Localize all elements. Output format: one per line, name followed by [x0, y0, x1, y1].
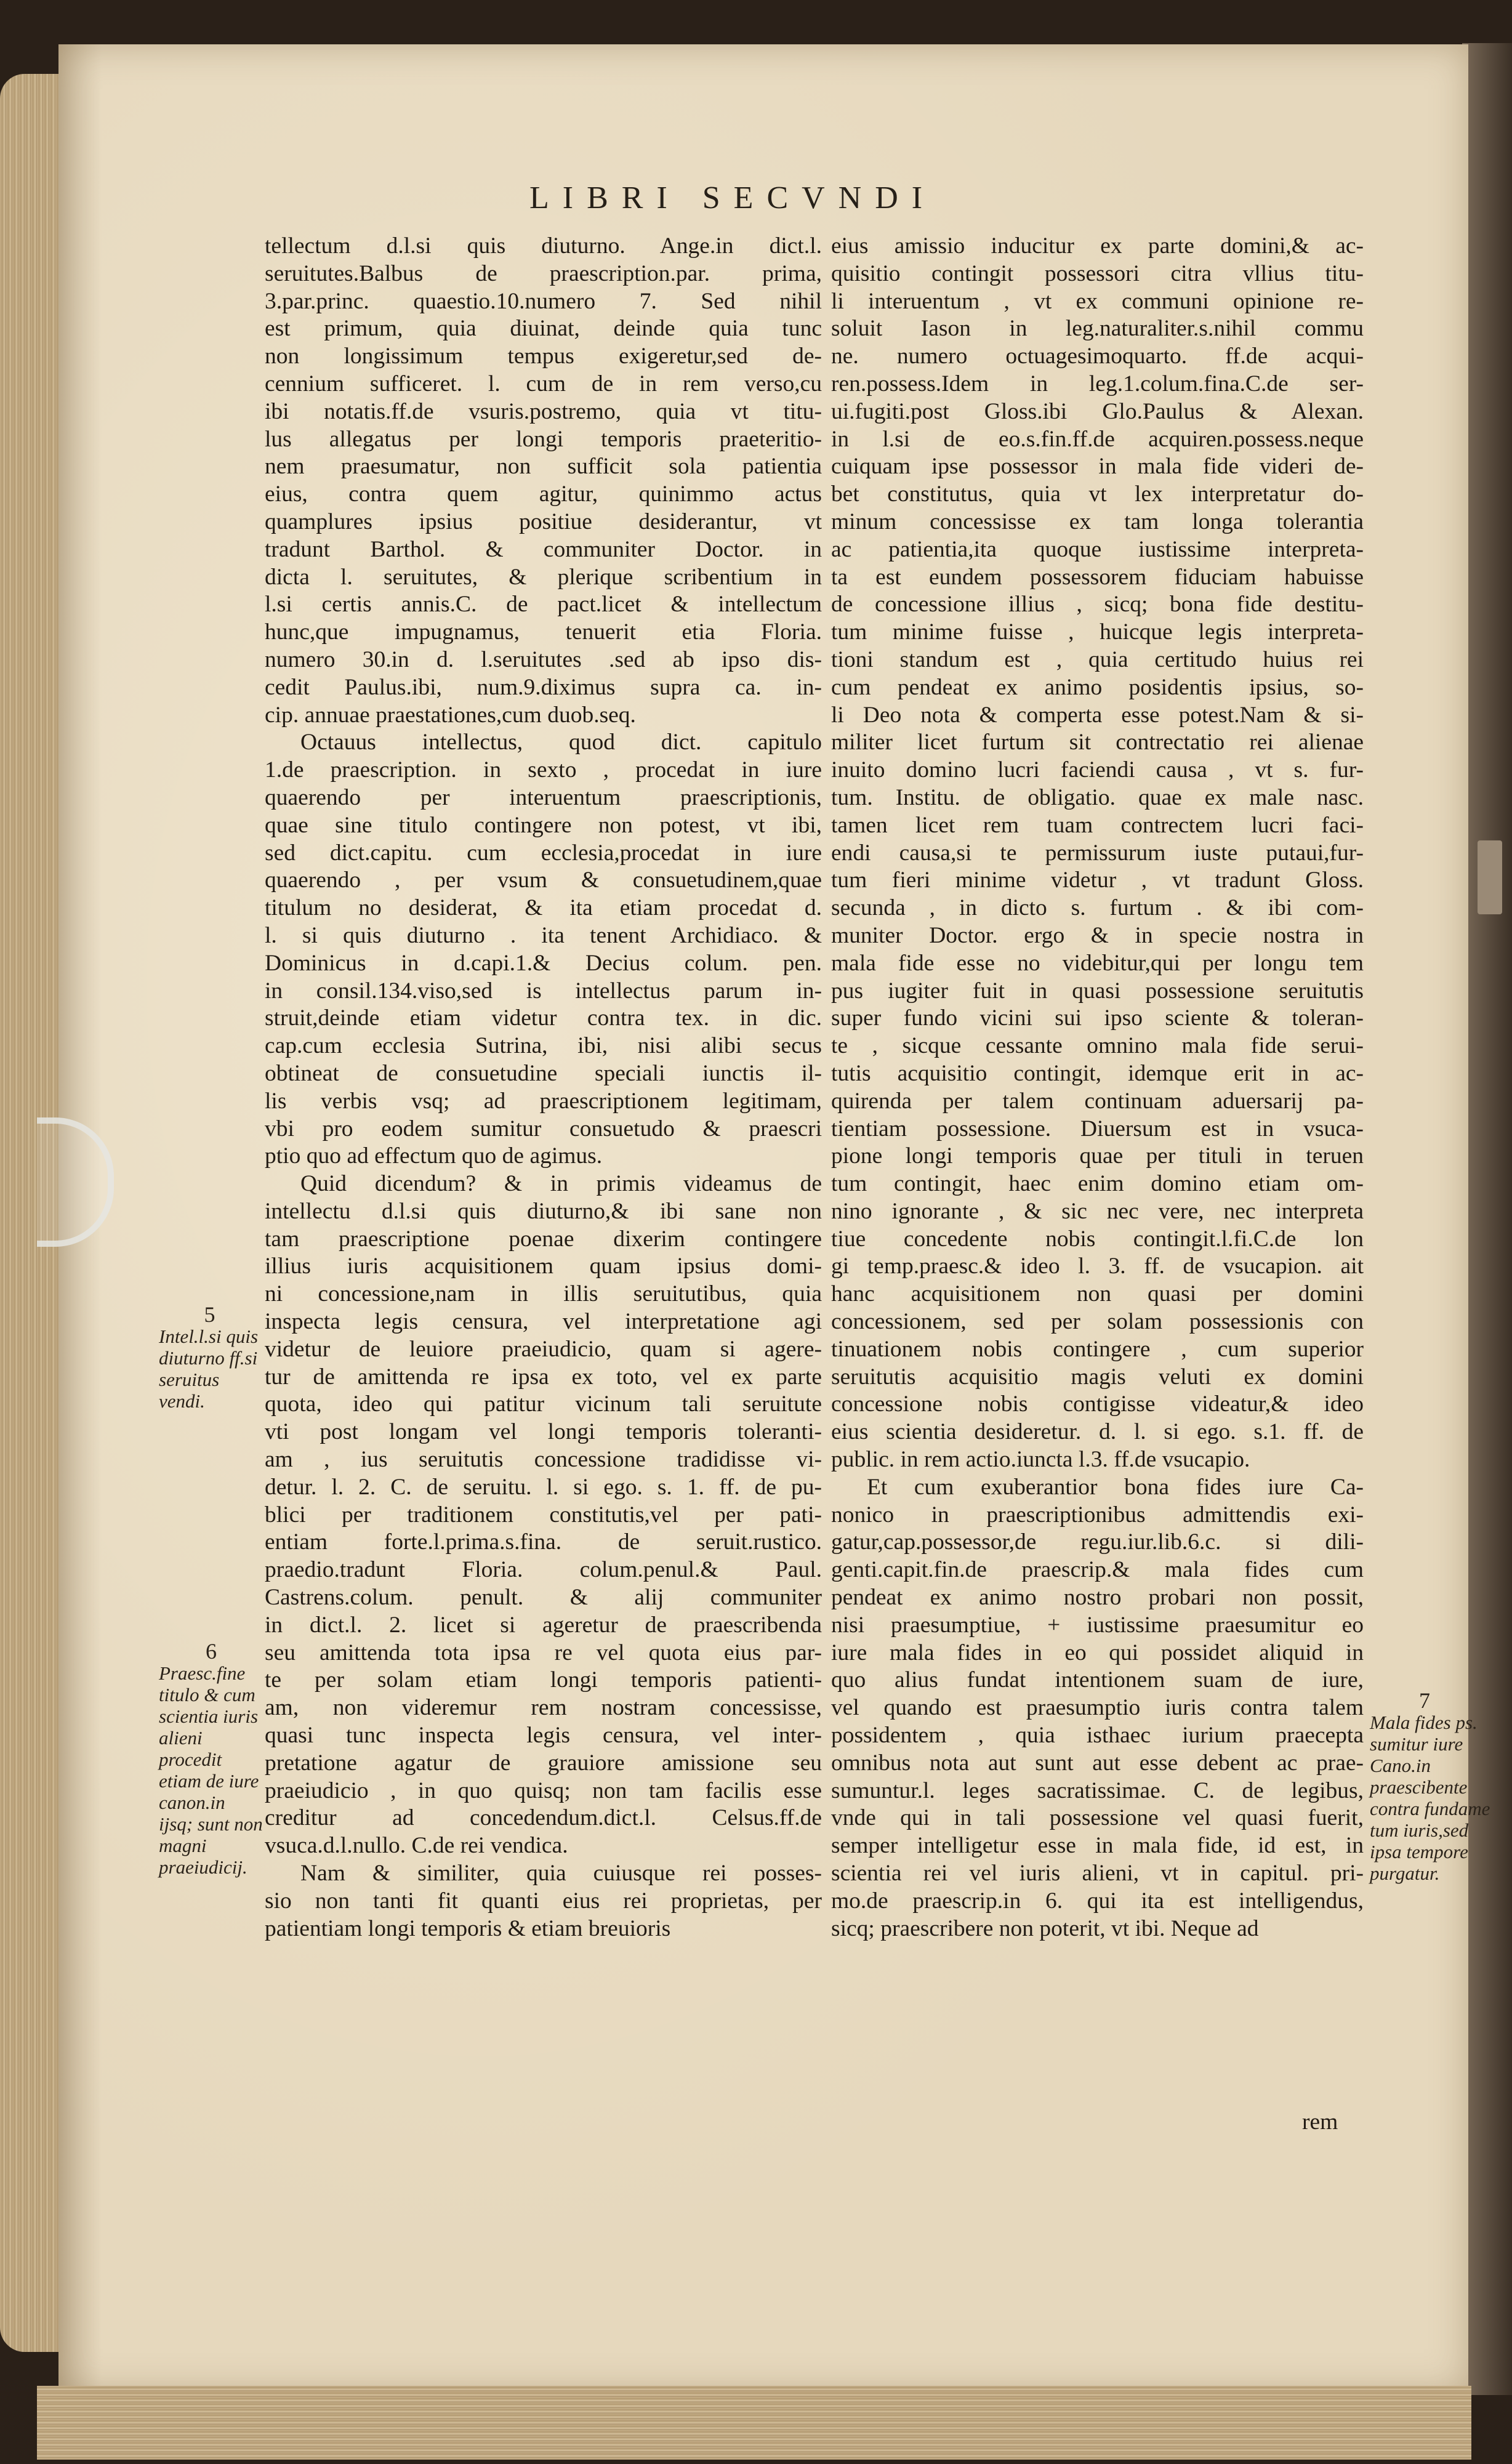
text-line: li interuentum , vt ex communi opinione re-	[831, 288, 1364, 314]
text-line: ptio quo ad effectum quo de agimus.	[265, 1143, 603, 1169]
text-line: Quid dicendum? & in primis videamus de	[300, 1171, 822, 1197]
text-line: quaerendo per interuentum praescriptionis,	[265, 784, 822, 810]
text-line: seruitutis acquisitio magis veluti ex domini	[831, 1364, 1364, 1390]
text-line: tiue concedente nobis contingit.l.fi.C.de lon	[831, 1226, 1364, 1252]
margin-note-number: 6	[206, 1639, 217, 1664]
book-spine-shadow	[1462, 43, 1512, 2395]
text-line: militer licet furtum sit contrectatio rei alienae	[831, 730, 1364, 755]
text-line: am, non videremur rem nostram concessisse,	[265, 1695, 822, 1721]
text-line: illius iuris acquisitionem quam ipsius domi-	[265, 1254, 822, 1279]
text-line: te , sicque cessante omnino mala fide serui-	[831, 1033, 1364, 1059]
running-header: LIBRI SECVNDI	[529, 180, 936, 215]
text-line: ui.fugiti.post Gloss.ibi Glo.Paulus & Alexan.	[831, 398, 1364, 424]
text-line: quamplures ipsius positiue desiderantur, vt	[265, 509, 822, 534]
right-text-column	[831, 233, 1364, 1943]
text-line: seu amittenda tota ipsa re vel quota eius par-	[265, 1640, 822, 1665]
text-line: quae sine titulo contingere non potest, vt ibi,	[265, 812, 822, 838]
text-line: nisi praesumptiue, + iustissime praesumitur eo	[831, 1612, 1364, 1638]
text-line: in consil.134.viso,sed is intellectus parum in-	[265, 978, 822, 1004]
text-line: tamen licet rem tuam contrectem lucri faci-	[831, 812, 1364, 838]
text-line: cum pendeat ex animo posidentis ipsius, so-	[831, 674, 1364, 700]
text-line: intellectu d.l.si quis diuturno,& ibi sane non	[265, 1198, 822, 1224]
text-line: cuiquam ipse possessor in mala fide videri de-	[831, 454, 1364, 480]
text-line: tur de amittenda re ipsa ex toto, vel ex parte	[265, 1364, 822, 1390]
text-line: tradunt Barthol. & communiter Doctor. in	[265, 536, 822, 562]
text-line: eius scientia desideretur. d. l. si ego. s.1. ff. de	[831, 1419, 1364, 1445]
text-line: quo alius fundat intentionem suam de iure,	[831, 1667, 1364, 1693]
text-line: concessionem, sed per solam possessionis con	[831, 1309, 1364, 1335]
text-line: pendeat ex animo nostro probari non possit,	[831, 1585, 1364, 1611]
text-line: concessione nobis contigisse videatur,& ideo	[831, 1391, 1364, 1417]
text-line: tinuationem nobis contingere , cum superior	[831, 1336, 1364, 1362]
text-line: public. in rem actio.iuncta l.3. ff.de vsucapio.	[831, 1447, 1250, 1473]
text-line: vbi pro eodem sumitur consuetudo & praescri	[265, 1116, 822, 1141]
text-line: super fundo vicini sui ipso sciente & toleran-	[831, 1005, 1364, 1031]
text-line: Nam & similiter, quia cuiusque rei posses-	[300, 1861, 822, 1886]
text-line: li Deo nota & comperta esse potest.Nam & si-	[831, 702, 1364, 728]
text-line: minum concessisse ex tam longa tolerantia	[831, 509, 1364, 534]
text-line: blici per traditionem constitutis,vel per pati-	[265, 1502, 822, 1528]
text-line: inspecta legis censura, vel interpretatione agi	[265, 1309, 822, 1335]
margin-note-number: 7	[1419, 1688, 1430, 1713]
text-line: praeiudicio , in quo quisq; non tam facilis esse	[265, 1778, 822, 1803]
text-line: vsuca.d.l.nullo. C.de rei vendica.	[265, 1833, 568, 1859]
text-line: am , ius seruitutis concessione tradidisse vi-	[265, 1447, 822, 1473]
text-line: gatur,cap.possessor,de regu.iur.lib.6.c. si dili-	[831, 1529, 1364, 1555]
margin-note-6	[159, 1641, 263, 1878]
text-line: mala fide esse no videbitur,qui per longu tem	[831, 950, 1364, 976]
text-line: eius amissio inducitur ex parte domini,& ac-	[831, 233, 1364, 259]
text-line: ibi notatis.ff.de vsuris.postremo, quia vt titu-	[265, 398, 822, 424]
text-line: tum minime fuisse , huicque legis interpreta-	[831, 619, 1364, 645]
text-line: creditur ad concedendum.dict.l. Celsus.ff.de	[265, 1805, 822, 1831]
text-line: hunc,que impugnamus, tenuerit etia Floria.	[265, 619, 822, 645]
text-line: de concessione illius , sicq; bona fide destitu-	[831, 592, 1364, 618]
text-line: lis verbis vsq; ad praescriptionem legitimam,	[265, 1088, 822, 1114]
text-line: praedio.tradunt Floria. colum.penul.& Paul.	[265, 1557, 822, 1583]
text-line: muniter Doctor. ergo & in specie nostra in	[831, 922, 1364, 948]
text-line: cip. annuae praestationes,cum duob.seq.	[265, 702, 636, 728]
text-line: tioni standum est , quia certitudo huius rei	[831, 646, 1364, 672]
page-tab	[1478, 840, 1502, 914]
text-line: cedit Paulus.ibi, num.9.diximus supra ca. in-	[265, 674, 822, 700]
text-line: sed dict.capitu. cum ecclesia,procedat in iure	[265, 840, 822, 866]
text-line: lus allegatus per longi temporis praeteritio-	[265, 426, 822, 452]
text-line: in l.si de eo.s.fin.ff.de acquiren.possess.neque	[831, 426, 1364, 452]
text-line: ren.possess.Idem in leg.1.colum.fina.C.de ser-	[831, 371, 1364, 397]
margin-note-text: Praesc.fine titulo & cum scientia iuris alieni procedit etiam de iure canon.in ijsq; sunt non magni praeiudicij.	[159, 1662, 263, 1878]
text-line: Castrens.colum. penult. & alij communiter	[265, 1585, 822, 1611]
text-line: in dict.l. 2. licet si ageretur de praescribenda	[265, 1612, 822, 1638]
text-line: cennium sufficeret. l. cum de in rem verso,cu	[265, 371, 822, 397]
text-line: hanc acquisitionem non quasi per domini	[831, 1281, 1364, 1307]
text-line: tum fieri minime videtur , vt tradunt Gloss.	[831, 868, 1364, 893]
text-line: tellectum d.l.si quis diuturno. Ange.in dict.l.	[265, 233, 822, 259]
text-line: ne. numero octuagesimoquarto. ff.de acqui-	[831, 344, 1364, 369]
text-line: eius, contra quem agitur, quinimmo actus	[265, 481, 822, 507]
text-line: detur. l. 2. C. de seruitu. l. si ego. s. 1. ff. de pu-	[265, 1474, 822, 1500]
text-line: quirenda per talem continuam aduersarij pa-	[831, 1088, 1364, 1114]
text-line: nem praesumatur, non sufficit sola patientia	[265, 454, 822, 480]
text-line: omnibus nota aut sunt aut esse debent ac prae-	[831, 1750, 1364, 1776]
text-line: obtineat de consuetudine speciali iunctis il-	[265, 1060, 822, 1086]
text-line: dicta l. seruitutes, & plerique scribentium in	[265, 564, 822, 590]
text-line: Et cum exuberantior bona fides iure Ca-	[867, 1474, 1364, 1500]
text-line: quota, ideo qui patitur vicinum tali seruitute	[265, 1391, 822, 1417]
margin-note-5	[159, 1304, 260, 1412]
text-line: endi causa,si te permissurum iuste putaui,fur-	[831, 840, 1364, 866]
text-line: te per solam etiam longi temporis patienti-	[265, 1667, 822, 1693]
text-line: pretatione agatur de grauiore amissione seu	[265, 1750, 822, 1776]
text-line: sumuntur.l. leges sacratissimae. C. de legibus,	[831, 1778, 1364, 1803]
margin-note-number: 5	[204, 1302, 215, 1327]
text-line: tientiam possessione. Diuersum est in vsuca-	[831, 1116, 1364, 1141]
text-line: quisitio contingit possessori citra vllius titu-	[831, 260, 1364, 286]
text-line: pione longi temporis quae per tituli in teruen	[831, 1143, 1364, 1169]
text-line: sicq; praescribere non poterit, vt ibi. Neque ad	[831, 1915, 1259, 1941]
margin-note-7	[1370, 1690, 1493, 1884]
text-line: 3.par.princ. quaestio.10.numero 7. Sed nihil	[265, 288, 822, 314]
text-line: quasi tunc inspecta legis censura, vel inter-	[265, 1723, 822, 1749]
text-line: seruitutes.Balbus de praescription.par. prima,	[265, 260, 822, 286]
text-line: ni concessione,nam in illis seruitutibus, quia	[265, 1281, 822, 1307]
text-line: pus iugiter fuit in quasi possessione seruitutis	[831, 978, 1364, 1004]
text-line: bet constitutus, quia vt lex interpretatur do-	[831, 481, 1364, 507]
text-line: sio non tanti fit quanti eius rei proprietas, per	[265, 1888, 822, 1914]
text-line: vti post longam vel longi temporis toleranti-	[265, 1419, 822, 1445]
text-line: tum contingit, haec enim domino etiam om-	[831, 1171, 1364, 1197]
text-line: nonico in praescriptionibus admittendis exi-	[831, 1502, 1364, 1528]
text-line: non longissimum tempus exigeretur,sed de-	[265, 344, 822, 369]
text-line: tutis acquisitio contingit, idemque erit in ac-	[831, 1060, 1364, 1086]
text-line: titulum no desiderat, & ita etiam procedat d.	[265, 895, 822, 921]
text-line: 1.de praescription. in sexto , procedat in iure	[265, 757, 822, 783]
text-line: secunda , in dicto s. furtum . & ibi com-	[831, 895, 1364, 921]
text-line: est primum, quia diuinat, deinde quia tunc	[265, 316, 822, 342]
text-line: ta est eundem possessorem fiduciam habuisse	[831, 564, 1364, 590]
text-line: iure mala fides in eo qui possidet aliquid in	[831, 1640, 1364, 1665]
text-line: Octauus intellectus, quod dict. capitulo	[300, 730, 822, 755]
text-line: struit,deinde etiam videtur contra tex. in dic.	[265, 1005, 822, 1031]
text-line: vel quando est praesumptio iuris contra talem	[831, 1695, 1364, 1721]
book-fore-edge-bottom	[37, 2386, 1471, 2460]
text-line: numero 30.in d. l.seruitutes .sed ab ipso dis-	[265, 646, 822, 672]
text-line: quaerendo , per vsum & consuetudinem,quae	[265, 868, 822, 893]
text-line: patientiam longi temporis & etiam breuioris	[265, 1915, 671, 1941]
text-line: scientia rei vel iuris alieni, vt in capitul. pri-	[831, 1861, 1364, 1886]
text-line: soluit Iason in leg.naturaliter.s.nihil commu	[831, 316, 1364, 342]
text-line: ac patientia,ita quoque iustissime interpreta-	[831, 536, 1364, 562]
text-line: videtur de leuiore praeiudicio, quam si agere-	[265, 1336, 822, 1362]
margin-note-text: Intel.l.si quis diuturno ff.si seruitus vendi.	[159, 1326, 259, 1412]
text-line: inuito domino lucri faciendi causa , vt s. fur-	[831, 757, 1364, 783]
text-line: tam praescriptione poenae dixerim contingere	[265, 1226, 822, 1252]
text-line: genti.capit.fin.de praescrip.& mala fides cum	[831, 1557, 1364, 1583]
left-text-column	[265, 233, 822, 1943]
text-line: l.si certis annis.C. de pact.licet & intellectum	[265, 592, 822, 618]
text-line: nino ignorante , & sic nec vere, nec interpreta	[831, 1198, 1364, 1224]
text-line: vnde qui in tali possessione vel quasi fuerit,	[831, 1805, 1364, 1831]
text-line: Dominicus in d.capi.1.& Decius colum. pen.	[265, 950, 822, 976]
text-line: tum. Institu. de obligatio. quae ex male nasc.	[831, 784, 1364, 810]
text-line: entiam forte.l.prima.s.fina. de seruit.rustico.	[265, 1529, 822, 1555]
margin-note-text: Mala fides ps. sumitur iure Cano.in praescibente contra fundame tum iuris,sed ipsa tempore purgatur.	[1370, 1712, 1490, 1884]
text-line: possidentem , quia isthaec iurium praecepta	[831, 1723, 1364, 1749]
text-line: cap.cum ecclesia Sutrina, ibi, nisi alibi secus	[265, 1033, 822, 1059]
text-line: mo.de praescrip.in 6. qui ita est intelligendus,	[831, 1888, 1364, 1914]
text-line: gi temp.praesc.& ideo l. 3. ff. de vsucapion. ait	[831, 1254, 1364, 1279]
text-line: l. si quis diuturno . ita tenent Archidiaco. &	[265, 922, 822, 948]
text-line: semper intelligetur esse in mala fide, id est, in	[831, 1833, 1364, 1859]
catchword: rem	[1302, 2109, 1338, 2135]
